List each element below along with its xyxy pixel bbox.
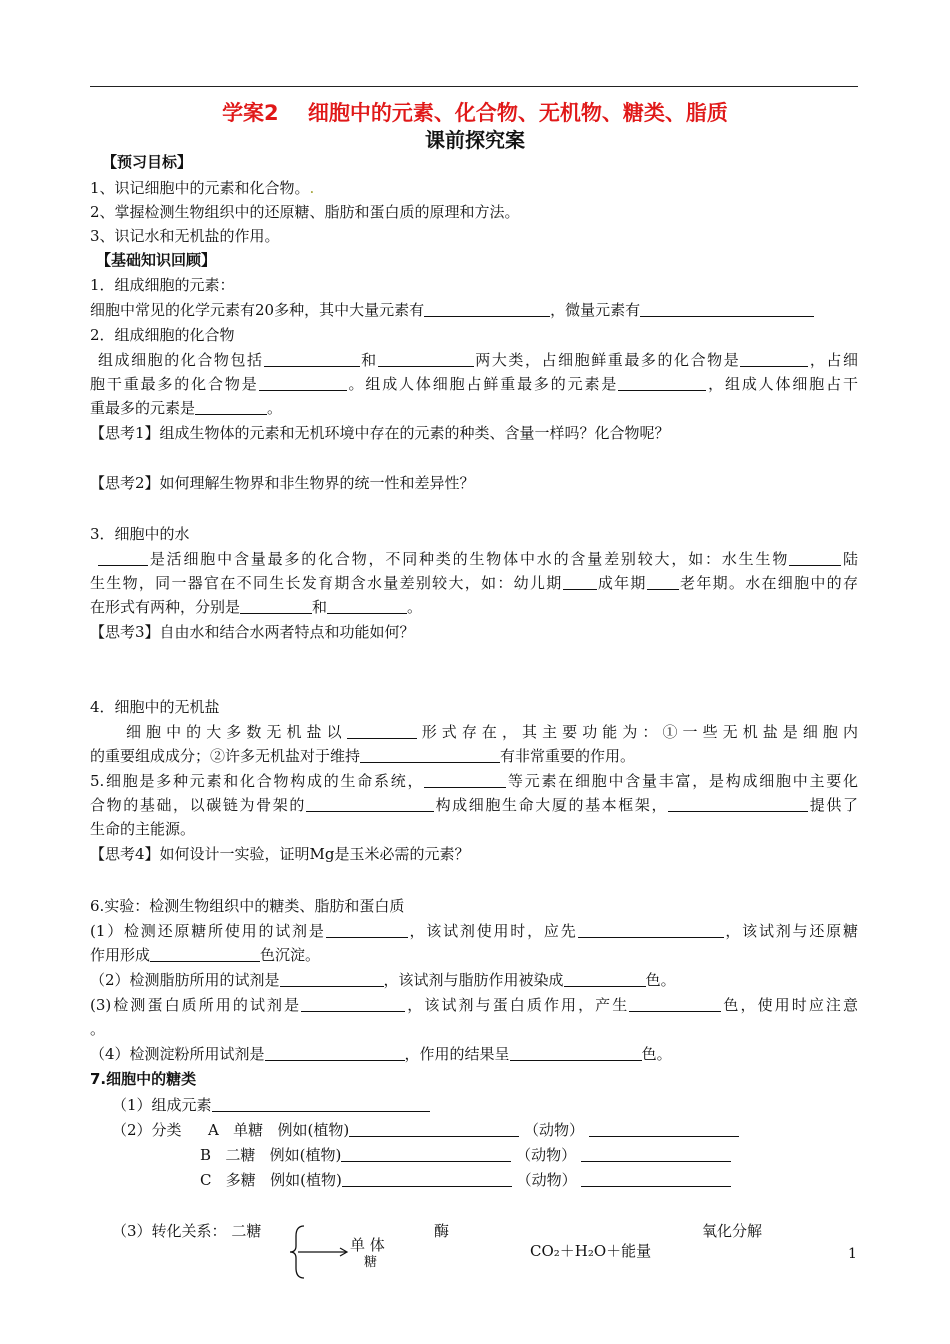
section-2-line-1: 组成细胞的化合物包括 和 两大类，占细胞鲜重最多的化合物是 ，占细 bbox=[98, 351, 858, 369]
page-subtitle: 课前探究案 bbox=[425, 128, 525, 152]
blank-energy-source[interactable] bbox=[668, 797, 808, 812]
think-4: 【思考4】如何设计一实验，证明Mg是玉米必需的元素？ bbox=[90, 845, 470, 863]
blank-fresh-weight[interactable] bbox=[740, 352, 808, 367]
header-rule bbox=[90, 86, 858, 87]
section-7-title: 7.细胞中的糖类 bbox=[90, 1070, 197, 1088]
blank-element-dry[interactable] bbox=[195, 400, 267, 415]
blank-aquatic[interactable] bbox=[789, 551, 841, 566]
blank-color-3[interactable] bbox=[629, 997, 721, 1012]
section-4-title: 4．细胞中的无机盐 bbox=[90, 698, 220, 716]
blank-salt-function[interactable] bbox=[360, 748, 500, 763]
section-2-line-2: 胞干重最多的化合物是 。组成人体细胞占鲜重最多的元素是 ，组成人体细胞占干 bbox=[90, 375, 858, 393]
blank-salt-form[interactable] bbox=[347, 724, 417, 739]
sugar-class-label: （2）分类 bbox=[112, 1121, 182, 1139]
sugar-row-a: A 单糖 例如(植物) （动物） bbox=[208, 1121, 739, 1139]
monomer-label: 单 体 bbox=[350, 1236, 385, 1254]
section-6-q1b: 作用形成 色沉淀。 bbox=[90, 946, 321, 964]
section-2-title: 2．组成细胞的化合物 bbox=[90, 326, 235, 344]
blank-macro-elements[interactable] bbox=[424, 302, 550, 317]
section-6-q3b: 。 bbox=[90, 1020, 106, 1038]
review-heading: 【基础知识回顾】 bbox=[96, 251, 217, 269]
blank-di-plant[interactable] bbox=[341, 1147, 511, 1162]
brace-arrow-icon bbox=[288, 1224, 352, 1280]
blank-reagent-3[interactable] bbox=[301, 997, 405, 1012]
blank-dry-weight[interactable] bbox=[259, 376, 347, 391]
section-6-q4: （4）检测淀粉所用试剂是 ，作用的结果呈 色。 bbox=[90, 1045, 672, 1063]
think-3: 【思考3】自由水和结合水两者特点和功能如何？ bbox=[90, 623, 415, 641]
blank-adult[interactable] bbox=[647, 575, 679, 590]
section-1-line: 细胞中常见的化学元素有20多种，其中大量元素有 ，微量元素有 bbox=[90, 301, 814, 319]
section-3-line-3: 在形式有两种，分别是 和 。 bbox=[90, 598, 423, 616]
blank-carbon-skeleton[interactable] bbox=[306, 797, 434, 812]
oxidation-label: 氧化分解 bbox=[702, 1222, 763, 1240]
blank-mono-animal[interactable] bbox=[589, 1122, 739, 1137]
page-number: 1 bbox=[848, 1246, 857, 1262]
blank-free-water[interactable] bbox=[240, 599, 312, 614]
section-3-line-2: 生生物，同一器官在不同生长发育期含水量差别较大，如：幼儿期 成年期 老年期。水在细胞中的存 bbox=[90, 574, 858, 592]
blank-poly-plant[interactable] bbox=[342, 1172, 512, 1187]
think-1: 【思考1】组成生物体的元素和无机环境中存在的元素的种类、含量一样吗？化合物呢？ bbox=[90, 424, 670, 442]
section-6-q3: (3)检测蛋白质所用的试剂是 ，该试剂与蛋白质作用，产生 色，使用时应注意 bbox=[90, 996, 858, 1014]
enzyme-label: 酶 bbox=[434, 1222, 450, 1240]
goals-heading: 【预习目标】 bbox=[102, 153, 193, 171]
blank-color-4[interactable] bbox=[510, 1046, 642, 1061]
page-title: 学案2 细胞中的元素、化合物、无机物、糖类、脂质 bbox=[222, 101, 728, 125]
section-1-title: 1．组成细胞的元素： bbox=[90, 276, 235, 294]
goal-item: 2、掌握检测生物组织中的还原糖、脂肪和蛋白质的原理和方法。 bbox=[90, 203, 520, 221]
blank-usage-1[interactable] bbox=[578, 923, 724, 938]
blank-infant[interactable] bbox=[563, 575, 597, 590]
section-5-line-3: 生命的主能源。 bbox=[90, 820, 196, 838]
blank-reagent-2[interactable] bbox=[280, 972, 384, 987]
section-6-q1: (1）检测还原糖所使用的试剂是 ，该试剂使用时，应先 ，该试剂与还原糖 bbox=[90, 922, 858, 940]
blank-reagent-1[interactable] bbox=[326, 923, 408, 938]
blank-major-elements[interactable] bbox=[424, 773, 506, 788]
section-3-title: 3．细胞中的水 bbox=[90, 525, 190, 543]
think-2: 【思考2】如何理解生物界和非生物界的统一性和差异性？ bbox=[90, 474, 475, 492]
goal-item: 3、识记水和无机盐的作用。 bbox=[90, 227, 280, 245]
blank-trace-elements[interactable] bbox=[640, 302, 814, 317]
blank-poly-animal[interactable] bbox=[581, 1172, 731, 1187]
goal-item: 1、识记细胞中的元素和化合物。. bbox=[90, 179, 315, 197]
blank-di-animal[interactable] bbox=[581, 1147, 731, 1162]
blank-precipitate[interactable] bbox=[150, 947, 260, 962]
conversion-label: （3）转化关系： 二糖 bbox=[112, 1222, 262, 1240]
sugar-row-b: B 二糖 例如(植物) （动物） bbox=[200, 1146, 731, 1164]
blank-sugar-elements[interactable] bbox=[212, 1097, 430, 1112]
sugar-cut-label: 糖 bbox=[364, 1255, 378, 1270]
blank-reagent-4[interactable] bbox=[265, 1046, 405, 1061]
products-label: CO₂＋H₂O＋能量 bbox=[530, 1242, 652, 1260]
blank-element-fresh[interactable] bbox=[618, 376, 706, 391]
section-6-q2: （2）检测脂肪所用的试剂是 ，该试剂与脂肪作用被染成 色。 bbox=[90, 971, 676, 989]
blank-bound-water[interactable] bbox=[327, 599, 407, 614]
section-4-line-1: 细胞中的大多数无机盐以 形式存在，其主要功能为：①一些无机盐是细胞内 bbox=[126, 723, 858, 741]
section-3-line-1: 是活细胞中含量最多的化合物，不同种类的生物体中水的含量差别较大，如：水生生物 陆 bbox=[98, 550, 858, 568]
blank-mono-plant[interactable] bbox=[349, 1122, 519, 1137]
section-2-line-3: 重最多的元素是 。 bbox=[90, 399, 283, 417]
section-5-line-1: 5.细胞是多种元素和化合物构成的生命系统， 等元素在细胞中含量丰富，是构成细胞中主要化 bbox=[90, 772, 858, 790]
section-4-line-2: 的重要组成成分；②许多无机盐对于维持 有非常重要的作用。 bbox=[90, 747, 636, 765]
blank-compound-a[interactable] bbox=[264, 352, 360, 367]
blank-compound-b[interactable] bbox=[378, 352, 474, 367]
section-6-title: 6.实验：检测生物组织中的糖类、脂肪和蛋白质 bbox=[90, 897, 405, 915]
section-7-elements: （1）组成元素 bbox=[112, 1096, 430, 1114]
section-5-line-2: 合物的基础，以碳链为骨架的 构成细胞生命大厦的基本框架， 提供了 bbox=[90, 796, 858, 814]
sugar-row-c: C 多糖 例如(植物) （动物） bbox=[200, 1171, 731, 1189]
blank-water[interactable] bbox=[98, 551, 148, 566]
blank-color-2[interactable] bbox=[564, 972, 646, 987]
